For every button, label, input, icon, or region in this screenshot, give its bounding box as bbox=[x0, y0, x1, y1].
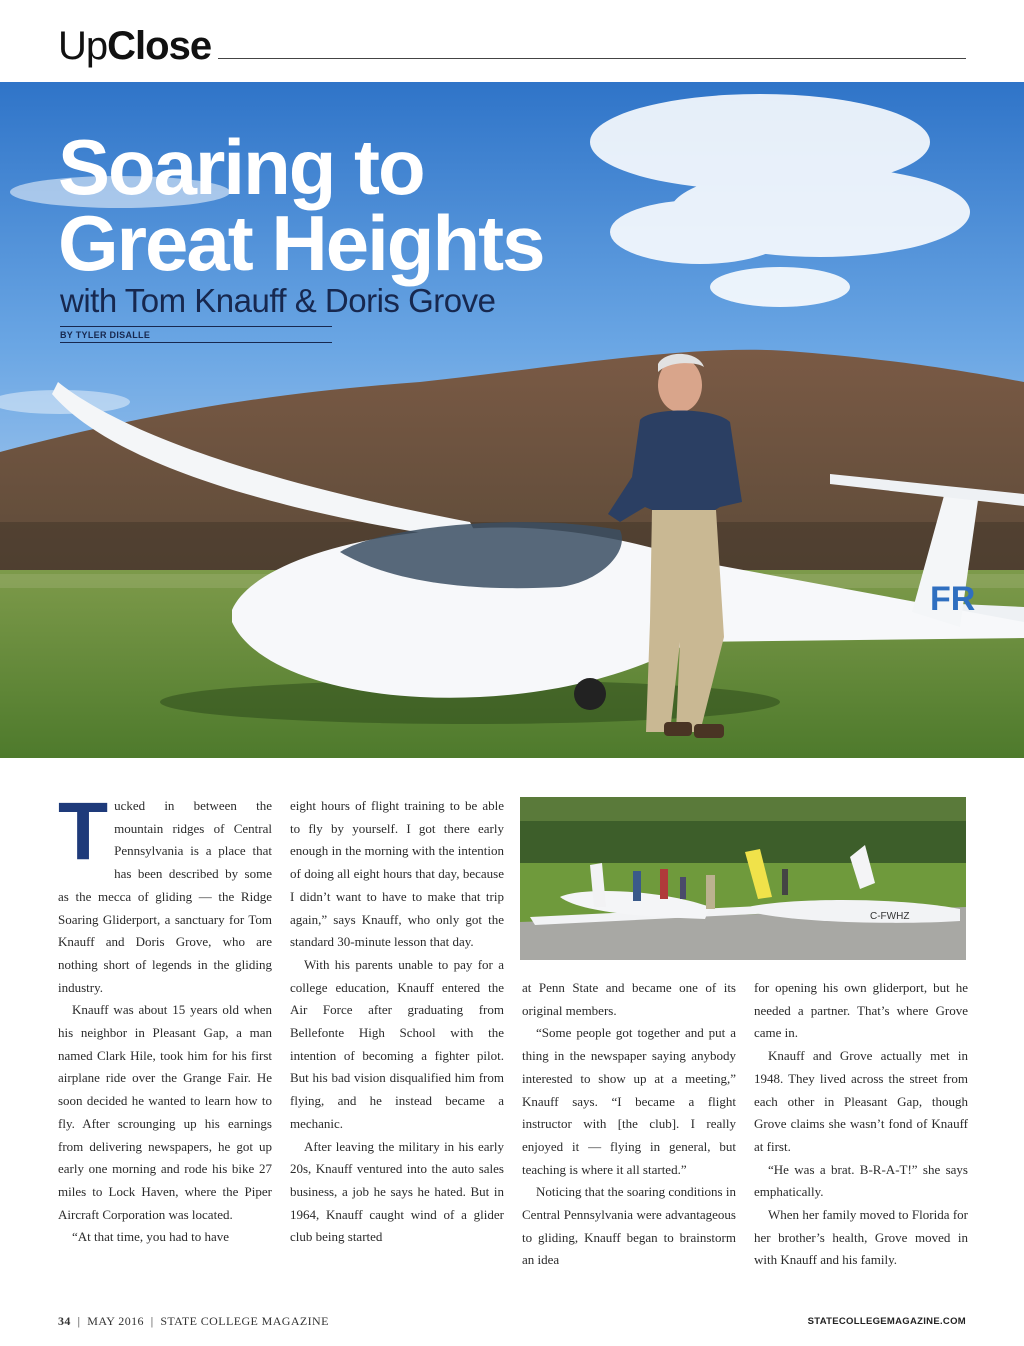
inset-glider-registration: C-FWHZ bbox=[870, 911, 910, 922]
inset-photo bbox=[520, 797, 966, 960]
hero-photo bbox=[0, 82, 1024, 758]
article-paragraph: eight hours of flight training to be able to fly by yourself. I got there early enough in the morning with the intention of doing all eight hours that day, because I didn’t want to have to make that trip again,” says Knauff, who only got the standard 30-minute lesson that day. bbox=[290, 798, 504, 950]
article-paragraph: at Penn State and became one of its original members. bbox=[522, 980, 736, 1018]
section-header bbox=[58, 18, 966, 70]
article-paragraph: Knauff and Grove actually met in 1948. They lived across the street from each other in Pleasant Gap, though Grove claims she wasn’t fond of Knauff at first. bbox=[754, 1048, 968, 1154]
brand-bold: Close bbox=[107, 24, 212, 68]
article-column-4 bbox=[754, 977, 968, 1272]
article-paragraph: for opening his own gliderport, but he needed a partner. That’s where Grove came in. bbox=[754, 980, 968, 1041]
glider-tail-letters: FR bbox=[930, 580, 976, 618]
section-brand bbox=[58, 22, 211, 70]
glider-wheel bbox=[574, 678, 606, 710]
hero-title-line1: Soaring to bbox=[58, 123, 424, 211]
dropcap: T bbox=[58, 786, 109, 877]
article-paragraph: After leaving the military in his early 20s, Knauff ventured into the auto sales business, a job he says he hated. But in 1964, Knauff caught wind of a glider club being started bbox=[290, 1138, 504, 1245]
folio-separator: | bbox=[150, 1314, 154, 1328]
article-paragraph: With his parents unable to pay for a college education, Knauff entered the Air Force after graduating from Bellefonte High School with the intention of becoming a fighter pilot. But his bad vision disqualified him from flying, and he instead became a mechanic. bbox=[290, 956, 504, 1131]
article-paragraph: When her family moved to Florida for her brother’s health, Grove moved in with Knauff and his family. bbox=[754, 1207, 968, 1268]
page-number: 34 bbox=[58, 1314, 71, 1328]
byline: BY TYLER DISALLE bbox=[60, 326, 332, 343]
inset-illustration bbox=[520, 797, 966, 960]
issue-date: MAY 2016 bbox=[87, 1314, 144, 1328]
article-paragraph: Noticing that the soaring conditions in Central Pennsylvania were advantageous to gliding, Knauff began to brainstorm an idea bbox=[522, 1184, 736, 1268]
article-paragraph bbox=[58, 786, 272, 999]
paragraph-text: ucked in between the mountain ridges of Central Pennsylvania is a place that has been described by some as the mecca of gliding — the Ridge Soaring Gliderport, a sanctuary for Tom Knauff and Doris Grove, who are nothing short of legends in the gliding industry. bbox=[58, 798, 272, 995]
hero-title-line2: Great Heights bbox=[58, 199, 544, 287]
magazine-name: STATE COLLEGE MAGAZINE bbox=[160, 1314, 329, 1328]
article-column-2 bbox=[290, 795, 504, 1249]
folio bbox=[58, 1314, 329, 1329]
article-paragraph: “At that time, you had to have bbox=[72, 1229, 230, 1245]
article-paragraph: “He was a brat. B-R-A-T!” she says emphatically. bbox=[754, 1161, 968, 1200]
website-url: STATECOLLEGEMAGAZINE.COM bbox=[807, 1316, 966, 1327]
folio-separator: | bbox=[77, 1314, 81, 1328]
article-column-1 bbox=[58, 786, 272, 1249]
brand-light: Up bbox=[58, 24, 108, 68]
article-paragraph: “Some people got together and put a thing in the newspaper saying anybody interested to show up at a meeting,” Knauff says. “I became a flight instructor with [the club]. I really enjoyed it — flying in general, but teaching is where it all started.” bbox=[522, 1025, 736, 1177]
article-paragraph: Knauff was about 15 years old when his neighbor in Pleasant Gap, a man named Clark Hile, took him for his first airplane ride over the Grange Fair. He soon decided he wanted to learn how to fly. After scrounging up his earnings from delivering newspapers, he got up early one morning and rode his bike 27 miles to Lock Haven, where the Piper Aircraft Corporation was located. bbox=[58, 1002, 272, 1222]
article-column-3 bbox=[522, 977, 736, 1272]
hero-subtitle: with Tom Knauff & Doris Grove bbox=[60, 282, 496, 319]
hero-illustration bbox=[0, 82, 1024, 758]
header-rule bbox=[218, 58, 966, 59]
